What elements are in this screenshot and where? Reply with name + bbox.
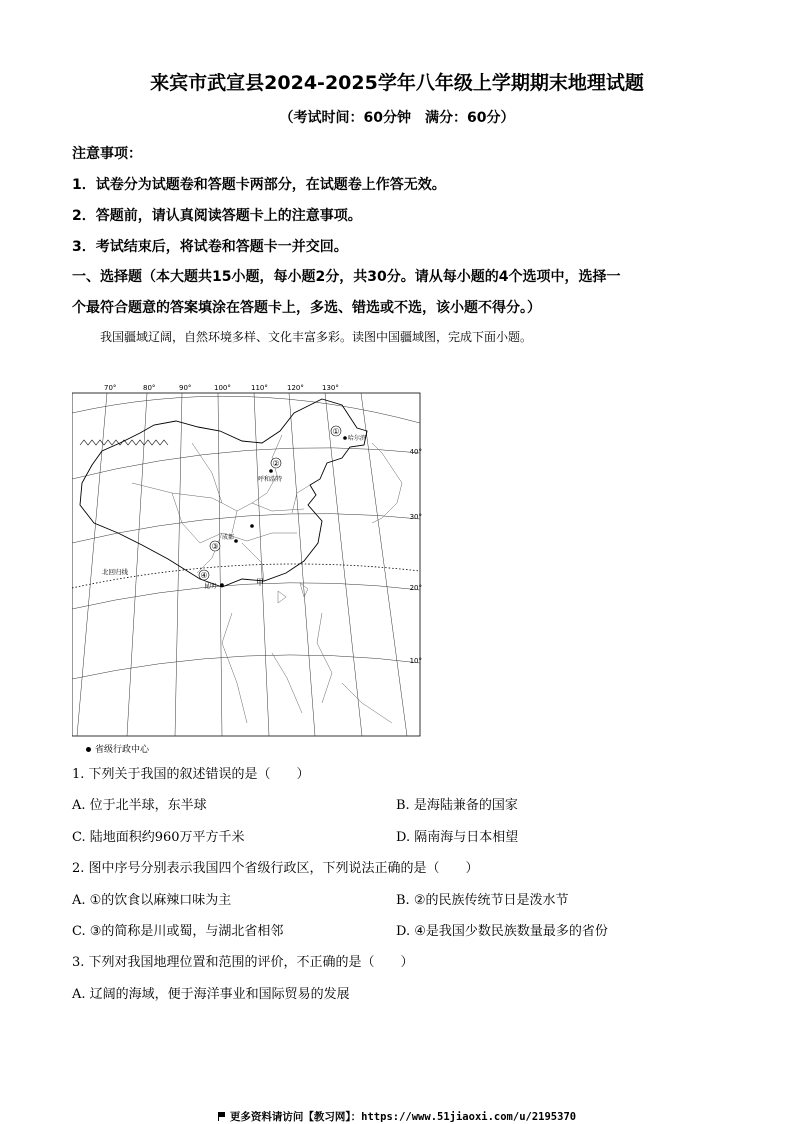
question-2: 2. 图中序号分别表示我国四个省级行政区，下列说法正确的是（ ） <box>72 861 479 876</box>
lon-label: 90° <box>179 384 192 392</box>
china-outline <box>80 399 367 587</box>
region-label-jia: 甲 <box>256 578 264 587</box>
city-label: 昆明 <box>204 583 217 590</box>
notes-heading: 注意事项： <box>72 146 142 162</box>
marker-4: ④ <box>200 571 208 580</box>
q1-option-c: C. 陆地面积约960万平方千米 <box>72 830 245 845</box>
tropic-label: 北回归线 <box>102 568 128 576</box>
question-3: 3. 下列对我国地理位置和范围的评价，不正确的是（ ） <box>72 955 414 970</box>
material-intro: 我国疆域辽阔，自然环境多样、文化丰富多彩。读图中国疆域图，完成下面小题。 <box>100 330 533 344</box>
section-heading-line1: 一、选择题（本大题共15小题，每小题2分，共30分。请从每小题的4个选项中，选择一 <box>72 269 621 285</box>
lon-label: 120° <box>287 384 304 392</box>
capital-dot <box>250 524 254 528</box>
city-label: 哈尔滨 <box>348 435 367 442</box>
capital-dot <box>269 469 273 473</box>
q2-option-c: C. ③的简称是川或蜀，与湖北省相邻 <box>72 924 284 939</box>
q2-option-b: B. ②的民族传统节日是泼水节 <box>396 893 569 908</box>
capital-dot <box>234 539 238 543</box>
question-1: 1. 下列关于我国的叙述错误的是（ ） <box>72 767 310 782</box>
flag-icon <box>218 1112 226 1121</box>
city-label: 成都 <box>222 534 235 541</box>
capital-dot-icon <box>86 747 91 752</box>
lat-label: 30° <box>409 513 422 521</box>
q2-option-d: D. ④是我国少数民族数量最多的省份 <box>396 924 608 939</box>
note-item: 3．考试结束后，将试卷和答题卡一并交回。 <box>72 239 348 255</box>
capital-dot <box>220 583 224 587</box>
marker-2: ② <box>272 459 280 468</box>
lon-label: 70° <box>104 384 117 392</box>
q1-option-a: A. 位于北半球，东半球 <box>72 798 207 813</box>
lat-label: 10° <box>409 657 422 665</box>
lon-label: 80° <box>143 384 156 392</box>
note-item: 2．答题前，请认真阅读答题卡上的注意事项。 <box>72 208 362 224</box>
province-borders <box>132 435 310 581</box>
graticule <box>72 393 420 736</box>
footer-link[interactable]: 更多资料请访问【教习网】：https://www.51jiaoxi.com/u/2195370 <box>0 1109 794 1124</box>
map-legend: 省级行政中心 <box>86 742 149 755</box>
city-label: 呼和浩特 <box>258 476 283 483</box>
lon-label: 100° <box>214 384 231 392</box>
q1-option-d: D. 隔南海与日本相望 <box>396 830 519 845</box>
marker-3: ③ <box>211 542 219 551</box>
exam-info: （考试时间：60分钟 满分：60分） <box>279 110 515 126</box>
section-heading-line2: 个最符合题意的答案填涂在答题卡上，多选、错选或不选，该小题不得分。） <box>72 300 541 316</box>
lat-label: 40° <box>409 448 422 456</box>
china-territory-map <box>72 383 422 738</box>
note-item: 1．试卷分为试题卷和答题卡两部分，在试题卷上作答无效。 <box>72 177 446 193</box>
page-title: 来宾市武宣县2024-2025学年八年级上学期期末地理试题 <box>150 72 644 94</box>
q3-option-a: A. 辽阔的海域，便于海洋事业和国际贸易的发展 <box>72 987 350 1002</box>
marker-1: ① <box>332 427 340 436</box>
q2-option-a: A. ①的饮食以麻辣口味为主 <box>72 893 232 908</box>
lon-label: 130° <box>322 384 339 392</box>
lat-label: 20° <box>409 584 422 592</box>
lon-label: 110° <box>251 384 268 392</box>
capital-dot <box>343 436 347 440</box>
q1-option-b: B. 是海陆兼备的国家 <box>396 798 518 813</box>
